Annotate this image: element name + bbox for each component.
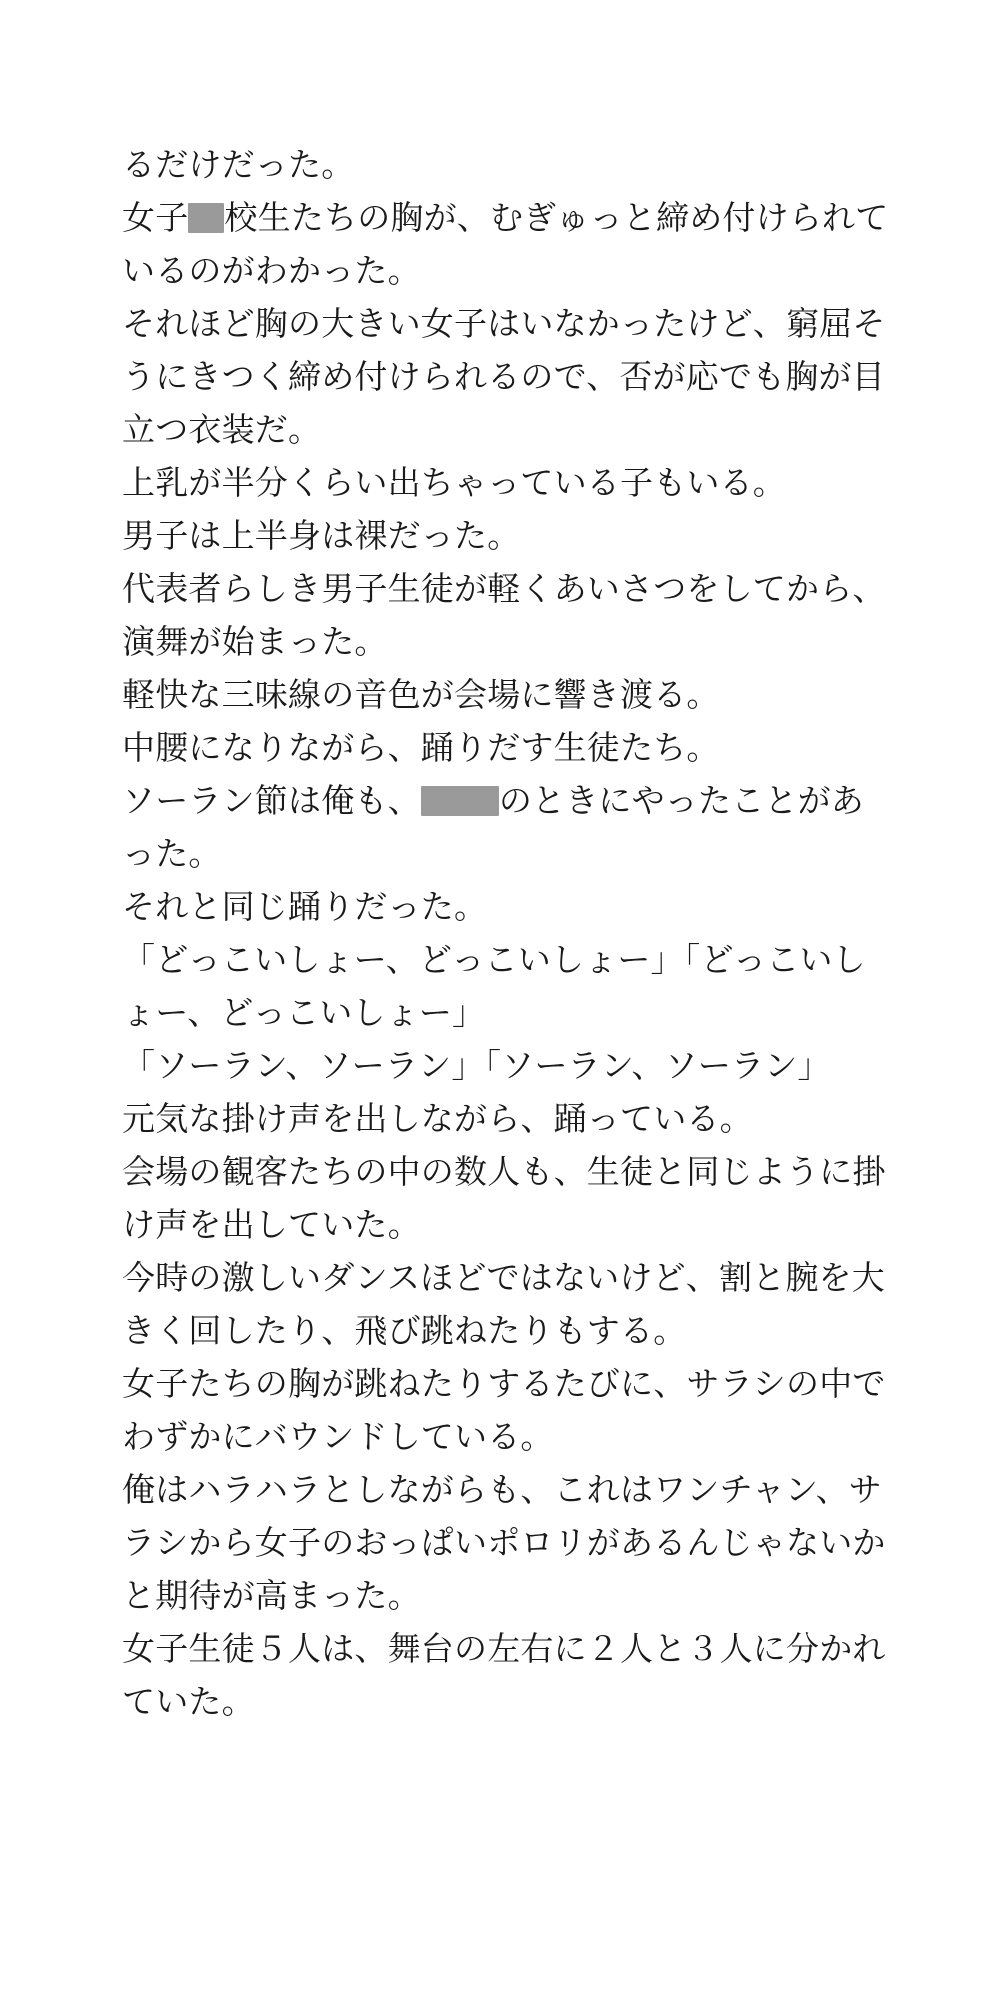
- paragraph: [122, 882, 892, 935]
- paragraph: [122, 299, 892, 458]
- paragraph: [122, 1094, 892, 1147]
- paragraph-text: 上乳が半分くらい出ちゃっている子もいる。: [122, 466, 786, 502]
- paragraph-text: 男子は上半身は裸だった。: [122, 519, 521, 555]
- paragraph: [122, 193, 892, 299]
- paragraph-text: 「ソーラン、ソーラン」「ソーラン、ソーラン」: [122, 1049, 831, 1085]
- paragraph: [122, 564, 892, 670]
- paragraph-text: それと同じ踊りだった。: [122, 890, 488, 926]
- story-text-body: [122, 140, 892, 1730]
- paragraph-text: 「どっこいしょー、どっこいしょー」「どっこいしょー、どっこいしょー」: [122, 943, 866, 1032]
- paragraph: [122, 935, 892, 1041]
- paragraph-text: 元気な掛け声を出しながら、踊っている。: [122, 1102, 753, 1138]
- paragraph: [122, 511, 892, 564]
- paragraph-text: 中腰になりながら、踊りだす生徒たち。: [122, 731, 720, 767]
- paragraph-text: 俺はハラハラとしながらも、これはワンチャン、サラシから女子のおっぱいポロリがあるんじゃないかと期待が高まった。: [122, 1473, 886, 1615]
- redaction-bar: [188, 203, 224, 233]
- paragraph: [122, 776, 892, 882]
- paragraph: [122, 140, 892, 193]
- paragraph: [122, 458, 892, 511]
- paragraph-text: 女子たちの胸が跳ねたりするたびに、サラシの中でわずかにバウンドしている。: [122, 1367, 886, 1456]
- paragraph: [122, 670, 892, 723]
- paragraph: [122, 1253, 892, 1359]
- paragraph-text: 校生たちの胸が、むぎゅっと締め付けられているのがわかった。: [122, 201, 889, 290]
- paragraph-text: 女子生徒５人は、舞台の左右に２人と３人に分かれていた。: [122, 1632, 886, 1721]
- paragraph: [122, 1041, 892, 1094]
- paragraph-text: のときにやったことがあった。: [122, 784, 865, 873]
- paragraph-text: 今時の激しいダンスほどではないけど、割と腕を大きく回したり、飛び跳ねたりもする。: [122, 1261, 885, 1350]
- paragraph-text: 女子: [122, 201, 189, 237]
- paragraph-text: 代表者らしき男子生徒が軽くあいさつをしてから、演舞が始まった。: [122, 572, 886, 661]
- redaction-bar: [421, 786, 499, 816]
- paragraph-text: ソーラン節は俺も、: [122, 784, 421, 820]
- paragraph-text: 軽快な三味線の音色が会場に響き渡る。: [122, 678, 720, 714]
- paragraph: [122, 1624, 892, 1730]
- paragraph: [122, 1147, 892, 1253]
- paragraph: [122, 1359, 892, 1465]
- paragraph: [122, 1465, 892, 1624]
- paragraph: [122, 723, 892, 776]
- paragraph-text: 会場の観客たちの中の数人も、生徒と同じように掛け声を出していた。: [122, 1155, 886, 1244]
- paragraph-text: るだけだった。: [122, 148, 355, 184]
- paragraph-text: それほど胸の大きい女子はいなかったけど、窮屈そうにきつく締め付けられるので、否が応でも胸が目立つ衣装だ。: [122, 307, 886, 449]
